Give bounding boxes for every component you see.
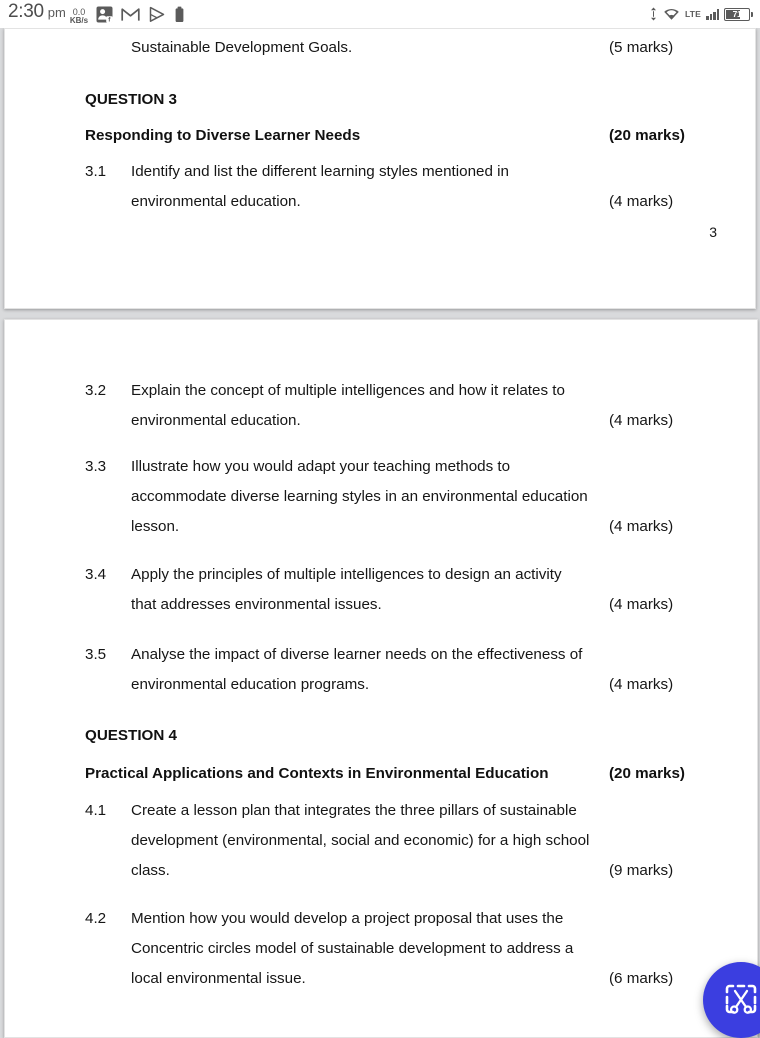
- question-3-marks: (20 marks): [609, 127, 685, 144]
- line-text: Sustainable Development Goals.: [131, 39, 353, 56]
- clock-time: 2:30: [8, 0, 44, 22]
- data-transfer-icon: [649, 7, 658, 21]
- marks-label: (4 marks): [609, 518, 674, 535]
- item-text-line-1: Create a lesson plan that integrates the three pillars of sustainable: [131, 802, 577, 819]
- marks-label: (4 marks): [609, 193, 674, 210]
- spacer: [5, 542, 757, 560]
- question-4-marks: (20 marks): [609, 765, 685, 782]
- item-number: 3.5: [85, 646, 107, 663]
- question-item-3-3-line-3: [5, 512, 757, 542]
- play-store-icon: [148, 6, 166, 23]
- battery-percent-label: 71: [732, 9, 742, 19]
- question-item-4-2-line-2: [5, 934, 757, 964]
- question-item-3-4: [5, 560, 757, 590]
- marks-label: (6 marks): [609, 970, 674, 987]
- item-text-line-1: Analyse the impact of diverse learner needs on the effectiveness of: [131, 646, 583, 663]
- question-4-title: [5, 759, 757, 789]
- item-text-line-2: environmental education.: [131, 193, 301, 210]
- item-text-line-3: class.: [131, 862, 170, 879]
- item-text-line-3: lesson.: [131, 518, 180, 535]
- network-type-label: LTE: [684, 9, 701, 19]
- battery-app-icon: [174, 6, 185, 23]
- item-text-line-1: Identify and list the different learning styles mentioned in: [131, 163, 509, 180]
- page-number-row: [5, 217, 755, 247]
- question-4-label: QUESTION 4: [85, 727, 177, 744]
- question-item-3-5-line-2: [5, 670, 757, 700]
- item-text-line-2: Concentric circles model of sustainable development to address a: [131, 940, 574, 957]
- page-number: 3: [709, 224, 717, 240]
- gmail-icon: [121, 7, 140, 22]
- marks-label: (5 marks): [609, 39, 674, 56]
- question-item-3-5: [5, 640, 757, 670]
- status-bar-left: [8, 2, 88, 27]
- marks-label: (4 marks): [609, 596, 674, 613]
- item-text-line-2: that addresses environmental issues.: [131, 596, 382, 613]
- question-3-title-text: Responding to Diverse Learner Needs: [85, 127, 361, 144]
- item-number: 3.4: [85, 566, 107, 583]
- clock-ampm: pm: [47, 4, 66, 20]
- network-speed-value: 0.0: [72, 6, 86, 17]
- question-item-4-1-line-2: [5, 826, 757, 856]
- question-item-4-1-line-3: [5, 856, 757, 886]
- facebook-contact-icon: [96, 6, 113, 23]
- item-number: 4.2: [85, 910, 107, 927]
- spacer: [5, 700, 757, 721]
- item-text-line-2: environmental education.: [131, 412, 301, 429]
- status-bar-right: [649, 7, 754, 21]
- item-text-line-2: development (environmental, social and economic) for a high school: [131, 832, 590, 849]
- question-item-3-1: [5, 157, 755, 187]
- text-line-continuation: [5, 33, 755, 63]
- item-text-line-2: accommodate diverse learning styles in an environmental education: [131, 488, 588, 505]
- scissors-crop-icon: [721, 980, 760, 1020]
- item-text-line-1: Apply the principles of multiple intelligences to design an activity: [131, 566, 562, 583]
- notification-icons: [96, 6, 185, 23]
- battery-icon: [724, 8, 750, 21]
- question-item-3-2-line-2: [5, 406, 757, 436]
- item-number: 4.1: [85, 802, 107, 819]
- network-speed-unit: KB/s: [69, 15, 89, 25]
- spacer: [5, 436, 757, 452]
- document-page-2[interactable]: [4, 319, 758, 1038]
- question-item-3-3-line-2: [5, 482, 757, 512]
- item-text-line-1: Illustrate how you would adapt your teaching methods to: [131, 458, 511, 475]
- item-number: 3.2: [85, 382, 107, 399]
- question-item-3-4-line-2: [5, 590, 757, 620]
- question-item-3-2: [5, 376, 757, 406]
- spacer: [5, 886, 757, 904]
- spacer: [5, 789, 757, 796]
- marks-label: (9 marks): [609, 862, 674, 879]
- marks-label: (4 marks): [609, 412, 674, 429]
- question-item-4-1: [5, 796, 757, 826]
- question-item-3-3: [5, 452, 757, 482]
- question-item-3-1-line-2: [5, 187, 755, 217]
- spacer: [5, 63, 755, 85]
- question-3-label: QUESTION 3: [85, 91, 177, 108]
- marks-label: (4 marks): [609, 676, 674, 693]
- svg-text:f: f: [108, 16, 111, 23]
- wifi-icon: [663, 8, 680, 21]
- status-bar: [0, 0, 760, 28]
- network-speed-indicator: [70, 8, 88, 25]
- item-text-line-3: local environmental issue.: [131, 970, 306, 987]
- item-number: 3.3: [85, 458, 107, 475]
- page-divider: [0, 309, 760, 319]
- item-text-line-2: environmental education programs.: [131, 676, 370, 693]
- spacer: [5, 620, 757, 640]
- question-item-4-2-line-3: [5, 964, 757, 994]
- question-3-title: [5, 121, 755, 151]
- question-item-4-2: [5, 904, 757, 934]
- item-number: 3.1: [85, 163, 107, 180]
- item-text-line-1: Mention how you would develop a project proposal that uses the: [131, 910, 564, 927]
- item-text-line-1: Explain the concept of multiple intelligences and how it relates to: [131, 382, 565, 399]
- document-scroll-area[interactable]: [0, 28, 760, 1038]
- spacer: [5, 751, 757, 759]
- document-page-1[interactable]: [4, 28, 756, 309]
- signal-strength-icon: [706, 9, 719, 20]
- question-4-title-text: Practical Applications and Contexts in Environmental Education: [85, 765, 549, 782]
